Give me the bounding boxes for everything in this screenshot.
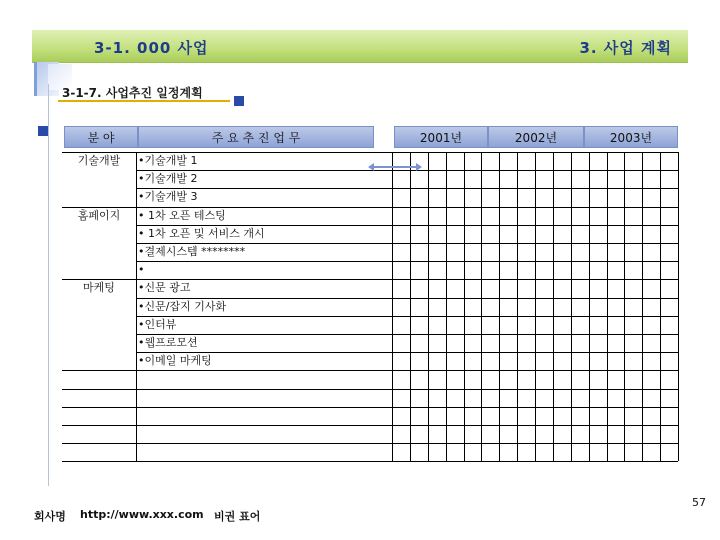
subtitle-underline [58,100,230,102]
grid-line [571,152,572,461]
grid-line [62,152,136,153]
grid-line [481,152,482,461]
header-category: 분 야 [64,126,138,148]
row-category [62,352,136,370]
row-task: • 1차 오픈 테스팅 [138,209,226,222]
row-task: •웹프로모션 [138,336,198,349]
table-row [62,279,678,297]
table-row [62,352,678,370]
footer-url: http://www.xxx.com [80,508,204,521]
footer-company: 회사명 [34,510,66,523]
grid-line [499,152,500,461]
arrow-right-icon [416,163,422,171]
row-category [62,188,136,206]
grid-line [660,152,661,461]
row-category [62,425,136,443]
footer-confidential: 비권 표어 [214,510,261,523]
row-category: 마케팅 [83,281,115,294]
row-category [62,243,136,261]
grid-line [62,389,136,390]
grid-line [136,225,678,226]
grid-line [607,152,608,461]
header-year-2003: 2003년 [584,126,678,148]
row-category: 홈페이지 [77,209,121,222]
row-category [62,225,136,243]
grid-line [136,334,678,335]
grid-line [136,170,678,171]
table-row [62,334,678,352]
grid-line [410,152,411,461]
table-header [64,126,678,148]
grid-line [62,207,136,208]
table-row [62,225,678,243]
row-task: •결제시스템 ******** [138,245,246,258]
table-row [62,443,678,461]
table-row [62,298,678,316]
grid-line [136,298,678,299]
grid-line [136,279,678,280]
grid-line [589,152,590,461]
grid-line [62,407,136,408]
grid-line [62,461,136,462]
row-category [62,407,136,425]
header-year-2002: 2002년 [488,126,584,148]
row-task: • [138,263,145,276]
grid-line [136,461,678,462]
grid-line [136,316,678,317]
row-category [62,370,136,388]
grid-line [136,352,678,353]
grid-line [62,370,136,371]
grid-line [392,152,393,461]
grid-line [446,152,447,461]
row-task: •기술개발 1 [138,154,198,167]
header-year-2001: 2001년 [394,126,488,148]
grid-line [428,152,429,461]
row-task: •기술개발 3 [138,190,198,203]
table-row [62,370,678,388]
table-row [62,243,678,261]
grid-line [62,443,136,444]
table-row [62,188,678,206]
grid-line [553,152,554,461]
grid-line [136,389,678,390]
square-bullet-icon [234,96,244,106]
row-category [62,389,136,407]
row-category [62,316,136,334]
grid-line [517,152,518,461]
page-number: 57 [692,496,706,509]
grid-line [62,425,136,426]
schedule-bar [372,166,418,168]
row-category [62,334,136,352]
grid-line [136,152,678,153]
grid-line [136,152,137,461]
section-title: 3-1. 000 사업 [94,39,209,57]
grid-line [136,407,678,408]
page-subtitle: 3-1-7. 사업추진 일정계획 [62,86,203,100]
row-category [62,261,136,279]
chapter-title: 3. 사업 계획 [579,39,672,57]
row-category [62,298,136,316]
square-bullet-icon [38,126,48,136]
row-task: •기술개발 2 [138,172,198,185]
table-row [62,316,678,334]
row-task: • 1차 오픈 및 서비스 개시 [138,227,265,240]
table-row [62,207,678,225]
row-category: 기술개발 [77,154,121,167]
table-row [62,389,678,407]
grid-line [136,243,678,244]
grid-line [642,152,643,461]
grid-line [136,188,678,189]
header-banner [32,30,688,63]
grid-line [136,370,678,371]
grid-line [678,152,679,461]
row-category [62,170,136,188]
table-row [62,407,678,425]
grid-line [136,425,678,426]
grid-line [136,261,678,262]
row-task: •인터뷰 [138,318,177,331]
grid-line [62,279,136,280]
grid-line [136,443,678,444]
table-row [62,261,678,279]
row-task: •이메일 마케팅 [138,354,212,367]
row-task: •신문/잡지 기사화 [138,300,227,313]
table-row [62,425,678,443]
row-task: •신문 광고 [138,281,191,294]
left-rule [48,84,49,486]
grid-line [464,152,465,461]
table-row [62,170,678,188]
header-task: 주 요 추 진 업 무 [138,126,374,148]
arrow-left-icon [368,163,374,171]
grid-line [624,152,625,461]
grid-line [136,207,678,208]
grid-line [535,152,536,461]
row-category [62,443,136,461]
